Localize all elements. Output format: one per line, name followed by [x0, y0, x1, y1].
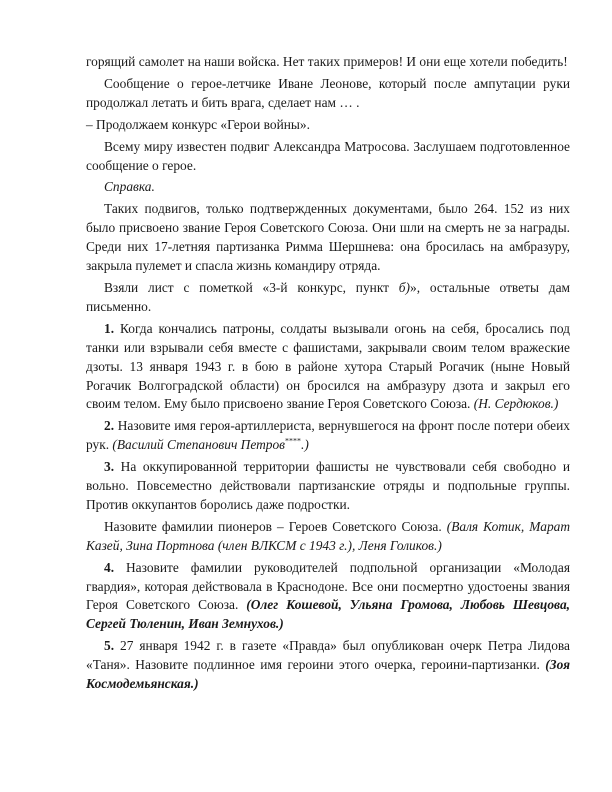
footnote-marker: **** [285, 436, 301, 446]
paragraph-leonov: Сообщение о герое-летчике Иване Леонове, который после ампутации руки продолжал летать и бить врага, сделает нам … . [86, 75, 570, 110]
paragraph-reference-heading: Справка. [104, 179, 155, 195]
paragraph-sheet: Взяли лист с пометкой «3-й конкурс, пункт б)», остальные ответы дам письменно. [86, 279, 570, 314]
paragraph-contest: – Продолжаем конкурс «Герои войны». [86, 116, 310, 132]
paragraph-reference: Таких подвигов, только подтвержденных документами, было 264. 152 из них было присвоено звание Героя Советского Союза. Они шли на смерть не за награды. Среди них 17-летняя партизанка Римма Шершнева: она бросилась на амбразуру, закрыла пулемет и спасла жизнь командиру отряда. [86, 201, 570, 274]
question-1: 1. Когда кончались патроны, солдаты вызывали огонь на себя, бросались под танки или взрывали себя вместе с фашистами, закрывали своим телом вражеские дзоты. 13 января 1943 г. в бою в районе хутора Старый Рогачик (ныне Новый Рогачик Волгоградской области) он бросился на амбразуру дзота и закрыл его своим телом. Ему было присвоено звание Героя Советского Союза. (Н. Сердюков.) [86, 320, 570, 412]
question-2: 2. Назовите имя героя-артиллериста, вернувшегося на фронт после потери обеих рук. (Василий Степанович Петров****.) [86, 418, 570, 453]
paragraph-matrosov: Всему миру известен подвиг Александра Матросова. Заслушаем подготовленное сообщение о герое. [86, 138, 570, 173]
question-5: 5. 27 января 1942 г. в газете «Правда» был опубликован очерк Петра Лидова «Таня». Назовите подлинное имя героини этого очерка, героини-партизанки. (Зоя Космодемьянская.) [86, 638, 570, 692]
question-3: 3. На оккупированной территории фашисты не чувствовали себя свободно и вольно. Повсеместно действовали партизанские отряды и подпольные группы. Против оккупантов боролись даже подростки. [86, 459, 570, 512]
document-text [86, 53, 570, 697]
question-4: 4. Назовите фамилии руководителей подпольной организации «Молодая гвардия», которая действовала в Краснодоне. Все они посмертно удостоены звания Героя Советского Союза. (Олег Кошевой, Ульяна Громова, Любовь Шевцова, Сергей Тюленин, Иван Земнухов.) [86, 559, 570, 632]
question-3-pioneers: Назовите фамилии пионеров – Героев Советского Союза. (Валя Котик, Марат Казей, Зина Портнова (член ВЛКСМ с 1943 г.), Леня Голиков.) [86, 518, 570, 553]
paragraph-intro: горящий самолет на наши войска. Нет таких примеров! И они еще хотели победить! [86, 54, 568, 69]
